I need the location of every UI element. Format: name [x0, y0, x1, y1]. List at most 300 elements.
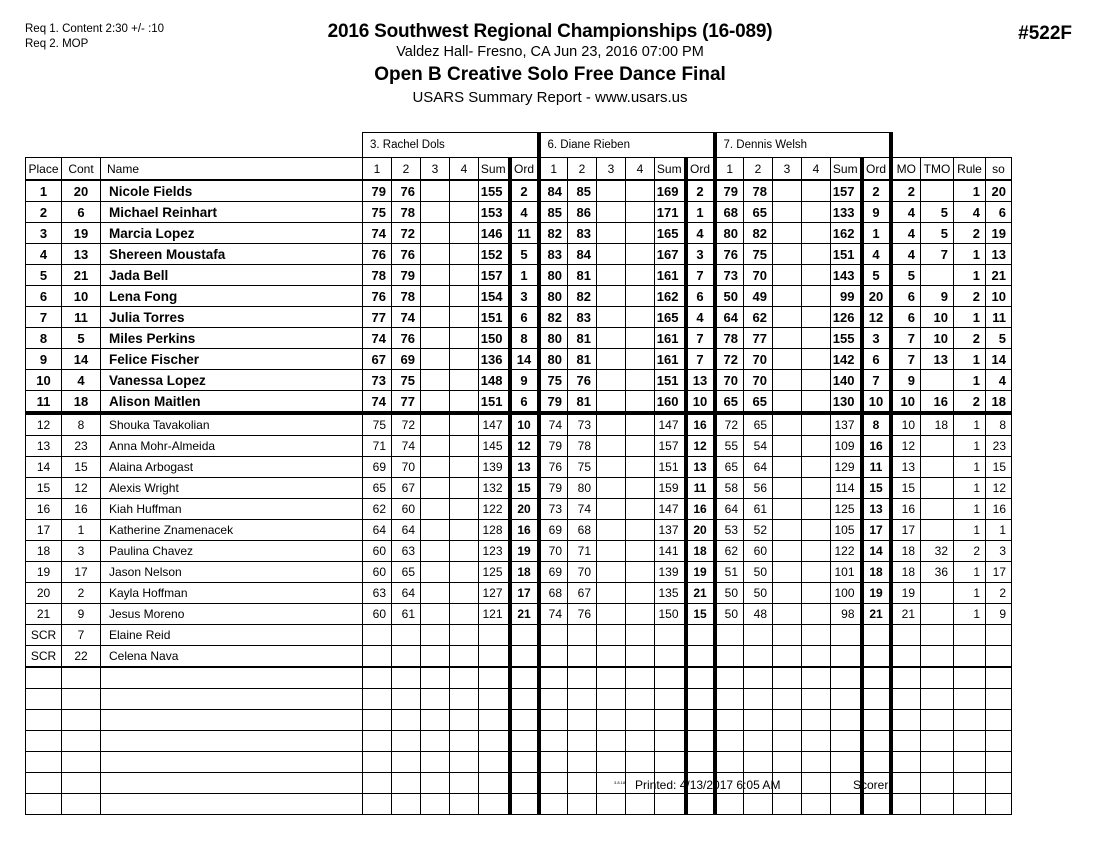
cell-j2-sum: 165: [655, 307, 686, 328]
cell-cont: 14: [62, 349, 101, 370]
cell-j2-score1: 80: [539, 265, 568, 286]
cell-j2-score3: [597, 265, 626, 286]
cell-j1-score4: [450, 604, 479, 625]
cell-place: 15: [26, 478, 62, 499]
empty-cell-so: [986, 689, 1012, 710]
cell-j2-ord: 2: [686, 180, 715, 202]
cell-mo: 12: [891, 436, 921, 457]
cell-j1-sum: 146: [479, 223, 510, 244]
cell-j2-score3: [597, 286, 626, 307]
cell-j1-sum: 123: [479, 541, 510, 562]
cell-skater-name: Alaina Arbogast: [101, 457, 363, 478]
empty-cell-name: [101, 794, 363, 815]
cell-j1-score3: [421, 307, 450, 328]
cell-j3-sum: 157: [831, 180, 862, 202]
cell-rule: 1: [954, 478, 986, 499]
table-row[interactable]: [26, 478, 1012, 499]
cell-j3-score2: 61: [744, 499, 773, 520]
cell-j1-score4: [450, 265, 479, 286]
empty-cell-name: [101, 731, 363, 752]
cell-j1-score2: 77: [392, 391, 421, 414]
cell-j2-ord: 15: [686, 604, 715, 625]
cell-j3-score1: 53: [715, 520, 744, 541]
cell-j2-score3: [597, 457, 626, 478]
empty-cell-score: [626, 667, 655, 689]
table-row[interactable]: [26, 436, 1012, 457]
table-row[interactable]: [26, 265, 1012, 286]
cell-j2-score4: [626, 328, 655, 349]
cell-j1-score2: 78: [392, 202, 421, 223]
cell-j2-score3: [597, 541, 626, 562]
cell-mo: 2: [891, 180, 921, 202]
cell-j2-score2: 76: [568, 370, 597, 391]
table-row[interactable]: [26, 604, 1012, 625]
cell-j1-score2: 69: [392, 349, 421, 370]
cell-j1-sum: 151: [479, 307, 510, 328]
empty-table-row[interactable]: [26, 689, 1012, 710]
cell-j1-score4: [450, 391, 479, 414]
cell-j3-score1: 55: [715, 436, 744, 457]
header-place: Place: [26, 158, 62, 181]
cell-j3-score1: 50: [715, 286, 744, 307]
cell-j1-sum: 128: [479, 520, 510, 541]
table-row[interactable]: [26, 370, 1012, 391]
empty-cell-sum: [479, 667, 510, 689]
cell-cont: 16: [62, 499, 101, 520]
cell-j2-sum: 169: [655, 180, 686, 202]
cell-so: 19: [986, 223, 1012, 244]
empty-cell-sum: [479, 689, 510, 710]
cell-j3-score4: [802, 478, 831, 499]
empty-cell-score: [539, 667, 568, 689]
cell-j2-sum: 160: [655, 391, 686, 414]
table-row[interactable]: [26, 413, 1012, 436]
cell-j1-score1: 71: [363, 436, 392, 457]
cell-j1-score1: 60: [363, 562, 392, 583]
cell-j3-score4: [802, 562, 831, 583]
cell-skater-name: Elaine Reid: [101, 625, 363, 646]
cell-j2-score2: 81: [568, 328, 597, 349]
cell-j1-score2: 70: [392, 457, 421, 478]
cell-j3-score4: [802, 391, 831, 414]
cell-j2-sum: [655, 625, 686, 646]
cell-j1-score1: 64: [363, 520, 392, 541]
cell-j1-score2: 65: [392, 562, 421, 583]
cell-j2-score4: [626, 265, 655, 286]
cell-j2-sum: 159: [655, 478, 686, 499]
cell-so: 17: [986, 562, 1012, 583]
cell-j1-score1: 74: [363, 223, 392, 244]
cell-so: 15: [986, 457, 1012, 478]
empty-cell-sum: [479, 710, 510, 731]
empty-cell-score: [450, 667, 479, 689]
cell-skater-name: Vanessa Lopez: [101, 370, 363, 391]
cell-j2-score3: [597, 223, 626, 244]
cell-so: 12: [986, 478, 1012, 499]
cell-mo: 21: [891, 604, 921, 625]
empty-cell-score: [392, 710, 421, 731]
empty-cell-score: [421, 731, 450, 752]
cell-mo: 4: [891, 244, 921, 265]
judge-label-1: 3. Rachel Dols: [363, 133, 539, 158]
empty-cell-sum: [831, 731, 862, 752]
table-row[interactable]: [26, 583, 1012, 604]
empty-table-row[interactable]: [26, 667, 1012, 689]
cell-mo: 18: [891, 562, 921, 583]
empty-cell-so: [986, 731, 1012, 752]
cell-rule: 1: [954, 307, 986, 328]
cell-j3-score3: [773, 520, 802, 541]
cell-mo: 18: [891, 541, 921, 562]
cell-j2-score1: 79: [539, 478, 568, 499]
empty-cell-score: [421, 667, 450, 689]
cell-j3-sum: 99: [831, 286, 862, 307]
cell-j1-score3: [421, 180, 450, 202]
cell-j1-sum: 154: [479, 286, 510, 307]
cell-rule: [954, 625, 986, 646]
cell-j2-score2: [568, 625, 597, 646]
cell-j2-score2: 71: [568, 541, 597, 562]
cell-rule: 2: [954, 541, 986, 562]
empty-cell-sum: [479, 794, 510, 815]
cell-rule: 1: [954, 457, 986, 478]
cell-cont: 21: [62, 265, 101, 286]
empty-cell-ord: [862, 731, 891, 752]
table-row[interactable]: [26, 646, 1012, 668]
cell-j2-ord: 18: [686, 541, 715, 562]
cell-j2-score4: [626, 520, 655, 541]
empty-cell-score: [626, 794, 655, 815]
cell-so: 23: [986, 436, 1012, 457]
empty-cell-score: [392, 689, 421, 710]
cell-j2-sum: 157: [655, 436, 686, 457]
cell-cont: 19: [62, 223, 101, 244]
cell-j1-score4: [450, 244, 479, 265]
cell-place: 19: [26, 562, 62, 583]
cell-j2-sum: 161: [655, 328, 686, 349]
cell-j2-score2: 70: [568, 562, 597, 583]
cell-j1-score3: [421, 436, 450, 457]
cell-j3-score3: [773, 457, 802, 478]
cell-rule: 2: [954, 328, 986, 349]
cell-j1-score4: [450, 478, 479, 499]
cell-j2-score4: [626, 413, 655, 436]
header-name: Name: [101, 158, 363, 181]
empty-cell-ord: [862, 794, 891, 815]
cell-place: 21: [26, 604, 62, 625]
cell-j1-sum: 157: [479, 265, 510, 286]
empty-cell-cont: [62, 689, 101, 710]
cell-mo: 10: [891, 413, 921, 436]
empty-cell-score: [363, 731, 392, 752]
cell-j1-score4: [450, 349, 479, 370]
cell-tmo: [921, 646, 954, 668]
cell-so: 3: [986, 541, 1012, 562]
judge-row-tail: [891, 133, 1012, 158]
cell-cont: 18: [62, 391, 101, 414]
cell-j2-score1: [539, 625, 568, 646]
cell-j1-score2: 64: [392, 583, 421, 604]
cell-so: 2: [986, 583, 1012, 604]
cell-j2-score2: 67: [568, 583, 597, 604]
cell-j3-sum: 162: [831, 223, 862, 244]
empty-cell-score: [539, 710, 568, 731]
cell-place: 7: [26, 307, 62, 328]
cell-tmo: [921, 583, 954, 604]
cell-tmo: 16: [921, 391, 954, 414]
cell-j3-score2: 70: [744, 265, 773, 286]
table-row[interactable]: [26, 307, 1012, 328]
empty-cell-mo: [891, 667, 921, 689]
cell-j3-ord: 17: [862, 520, 891, 541]
empty-cell-sum: [655, 710, 686, 731]
empty-cell-score: [626, 731, 655, 752]
table-row[interactable]: [26, 286, 1012, 307]
empty-cell-ord: [510, 731, 539, 752]
cell-j3-score1: 68: [715, 202, 744, 223]
cell-j1-score3: [421, 265, 450, 286]
judge-row-spacer: [26, 133, 363, 158]
cell-j3-score4: [802, 413, 831, 436]
empty-cell-score: [715, 731, 744, 752]
cell-j2-score1: 70: [539, 541, 568, 562]
cell-j2-score4: [626, 180, 655, 202]
scorer-label: Scorer:: [853, 778, 892, 792]
cell-mo: [891, 625, 921, 646]
cell-j3-score3: [773, 328, 802, 349]
cell-tmo: 32: [921, 541, 954, 562]
cell-j1-ord: 6: [510, 391, 539, 414]
empty-cell-score: [392, 794, 421, 815]
cell-place: 8: [26, 328, 62, 349]
cell-j1-score4: [450, 202, 479, 223]
cell-j3-ord: [862, 625, 891, 646]
cell-j2-score4: [626, 370, 655, 391]
cell-j2-sum: 151: [655, 457, 686, 478]
table-row[interactable]: [26, 391, 1012, 414]
cell-so: 8: [986, 413, 1012, 436]
cell-j2-ord: 13: [686, 370, 715, 391]
cell-j3-score3: [773, 391, 802, 414]
cell-tmo: [921, 625, 954, 646]
cell-j2-score3: [597, 307, 626, 328]
cell-j2-score3: [597, 625, 626, 646]
cell-j2-score4: [626, 625, 655, 646]
cell-skater-name: Katherine Znamenacek: [101, 520, 363, 541]
cell-j1-score4: [450, 436, 479, 457]
cell-j3-score3: [773, 604, 802, 625]
cell-skater-name: Alexis Wright: [101, 478, 363, 499]
empty-cell-score: [421, 710, 450, 731]
cell-j3-score2: 70: [744, 370, 773, 391]
empty-cell-mo: [891, 689, 921, 710]
empty-cell-score: [363, 689, 392, 710]
cell-j3-score3: [773, 244, 802, 265]
header-j2-score1: 1: [539, 158, 568, 181]
cell-j2-score4: [626, 391, 655, 414]
cell-skater-name: Celena Nava: [101, 646, 363, 668]
cell-rule: [954, 646, 986, 668]
empty-cell-score: [568, 710, 597, 731]
cell-j2-score3: [597, 349, 626, 370]
cell-cont: 9: [62, 604, 101, 625]
cell-cont: 6: [62, 202, 101, 223]
empty-cell-so: [986, 752, 1012, 773]
cell-j2-score4: [626, 286, 655, 307]
empty-cell-score: [450, 794, 479, 815]
empty-cell-score: [539, 689, 568, 710]
cell-j2-score2: [568, 646, 597, 668]
cell-place: 3: [26, 223, 62, 244]
cell-rule: 1: [954, 520, 986, 541]
cell-j1-score3: [421, 202, 450, 223]
cell-j1-score2: 76: [392, 328, 421, 349]
cell-j2-ord: 12: [686, 436, 715, 457]
table-row[interactable]: [26, 499, 1012, 520]
cell-tmo: [921, 436, 954, 457]
event-number: #522F: [1018, 23, 1072, 44]
empty-cell-ord: [510, 752, 539, 773]
table-row[interactable]: [26, 328, 1012, 349]
cell-j2-score1: 76: [539, 457, 568, 478]
cell-tmo: [921, 370, 954, 391]
cell-j3-score4: [802, 604, 831, 625]
cell-j3-score1: 50: [715, 583, 744, 604]
cell-j1-ord: 1: [510, 265, 539, 286]
empty-cell-sum: [831, 689, 862, 710]
cell-j2-score1: 68: [539, 583, 568, 604]
cell-cont: 13: [62, 244, 101, 265]
table-row[interactable]: [26, 541, 1012, 562]
cell-j1-ord: 15: [510, 478, 539, 499]
cell-j2-score1: 80: [539, 349, 568, 370]
empty-cell-score: [450, 710, 479, 731]
table-row[interactable]: [26, 202, 1012, 223]
cell-j1-ord: 13: [510, 457, 539, 478]
empty-cell-score: [773, 731, 802, 752]
cell-j3-ord: 18: [862, 562, 891, 583]
cell-j2-score2: 74: [568, 499, 597, 520]
cell-j1-score1: [363, 625, 392, 646]
empty-cell-score: [421, 752, 450, 773]
empty-cell-score: [363, 752, 392, 773]
empty-cell-score: [773, 752, 802, 773]
cell-j3-ord: 16: [862, 436, 891, 457]
cell-j1-score1: 60: [363, 604, 392, 625]
cell-place: 20: [26, 583, 62, 604]
empty-cell-sum: [831, 794, 862, 815]
cell-j1-ord: 6: [510, 307, 539, 328]
table-row[interactable]: [26, 520, 1012, 541]
cell-j3-sum: 129: [831, 457, 862, 478]
cell-j1-sum: [479, 646, 510, 668]
empty-cell-score: [392, 752, 421, 773]
table-row[interactable]: [26, 349, 1012, 370]
cell-j2-score4: [626, 244, 655, 265]
empty-cell-score: [744, 794, 773, 815]
cell-j3-score2: 65: [744, 413, 773, 436]
cell-j1-score3: [421, 391, 450, 414]
cell-skater-name: Anna Mohr-Almeida: [101, 436, 363, 457]
cell-j2-sum: 150: [655, 604, 686, 625]
empty-table-row[interactable]: [26, 710, 1012, 731]
cell-j3-sum: 126: [831, 307, 862, 328]
header-j1-score3: 3: [421, 158, 450, 181]
cell-j3-ord: 9: [862, 202, 891, 223]
empty-cell-tmo: [921, 689, 954, 710]
empty-cell-rule: [954, 710, 986, 731]
empty-cell-score: [626, 710, 655, 731]
cell-place: SCR: [26, 646, 62, 668]
cell-skater-name: Kiah Huffman: [101, 499, 363, 520]
cell-j3-score3: [773, 541, 802, 562]
empty-cell-score: [539, 794, 568, 815]
cell-j2-score3: [597, 180, 626, 202]
cell-j3-score4: [802, 541, 831, 562]
cell-j2-sum: [655, 646, 686, 668]
cell-rule: 1: [954, 413, 986, 436]
empty-cell-mo: [891, 731, 921, 752]
empty-cell-score: [597, 710, 626, 731]
table-row[interactable]: [26, 180, 1012, 202]
cell-j2-sum: 147: [655, 499, 686, 520]
cell-tmo: 10: [921, 328, 954, 349]
empty-cell-ord: [686, 752, 715, 773]
table-row[interactable]: [26, 562, 1012, 583]
cell-cont: 23: [62, 436, 101, 457]
cell-j1-score2: [392, 646, 421, 668]
cell-skater-name: Michael Reinhart: [101, 202, 363, 223]
cell-j3-score3: [773, 562, 802, 583]
table-row[interactable]: [26, 223, 1012, 244]
cell-j3-score4: [802, 202, 831, 223]
cell-j3-score1: 64: [715, 307, 744, 328]
cell-cont: 5: [62, 328, 101, 349]
header-j1-score4: 4: [450, 158, 479, 181]
cell-j3-score4: [802, 180, 831, 202]
cell-skater-name: Alison Maitlen: [101, 391, 363, 414]
cell-j1-sum: 147: [479, 413, 510, 436]
cell-j3-score4: [802, 370, 831, 391]
empty-table-row[interactable]: [26, 731, 1012, 752]
cell-j3-score1: 62: [715, 541, 744, 562]
cell-tmo: 13: [921, 349, 954, 370]
cell-j3-sum: 105: [831, 520, 862, 541]
cell-j3-score2: 78: [744, 180, 773, 202]
empty-cell-score: [363, 667, 392, 689]
column-header-row: [26, 158, 1012, 181]
cell-j2-score3: [597, 370, 626, 391]
header-j3-score2: 2: [744, 158, 773, 181]
cell-j2-ord: [686, 625, 715, 646]
empty-cell-score: [597, 794, 626, 815]
cell-j1-score3: [421, 646, 450, 668]
cell-j3-score2: 62: [744, 307, 773, 328]
empty-cell-score: [421, 794, 450, 815]
table-row[interactable]: [26, 457, 1012, 478]
cell-j1-score1: 77: [363, 307, 392, 328]
empty-table-row[interactable]: [26, 752, 1012, 773]
empty-table-row[interactable]: [26, 794, 1012, 815]
table-row[interactable]: [26, 625, 1012, 646]
cell-j1-ord: 17: [510, 583, 539, 604]
table-row[interactable]: [26, 244, 1012, 265]
cell-tmo: [921, 520, 954, 541]
empty-cell-score: [626, 689, 655, 710]
cell-cont: 12: [62, 478, 101, 499]
empty-cell-tmo: [921, 794, 954, 815]
cell-j2-score3: [597, 328, 626, 349]
